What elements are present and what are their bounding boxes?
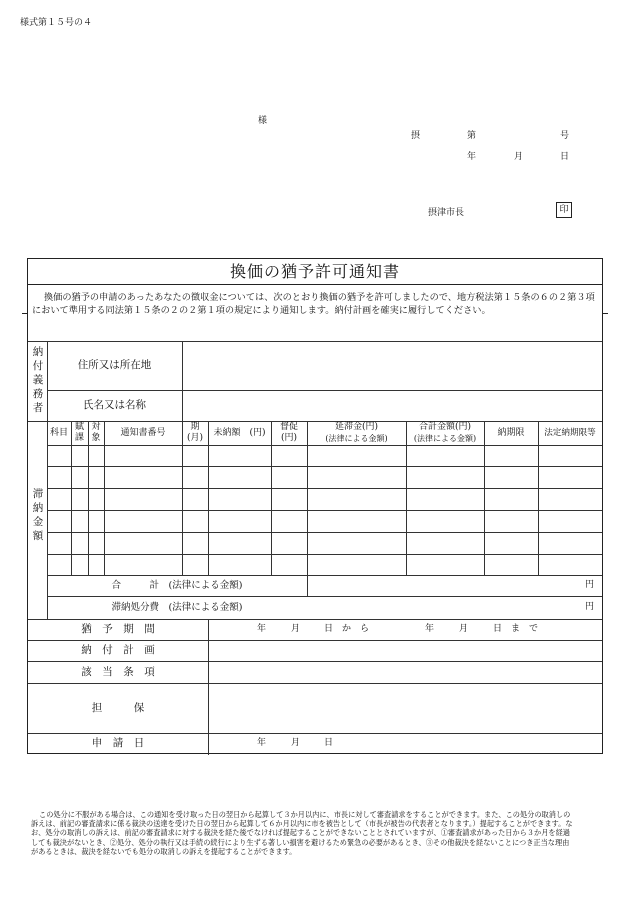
disposal-cost-label: 滞納処分費 (法律による金額)	[111, 602, 243, 613]
col-subject: 科目	[49, 427, 68, 438]
rule-data-4	[47, 532, 602, 533]
payment-plan-label: 納 付 計 画	[81, 644, 155, 656]
total-unit: 円	[584, 580, 594, 590]
doc-no-prefix: 摂	[411, 131, 421, 141]
intro-text: 換価の猶予の申請のあったあなたの徴収金については、次のとおり換価の猶予を許可しましたので、地方税法第１５条の６の２第３項において準用する同法第１５条の２の２第１項の規定により通知します。納付計画を確実に履行してください。	[32, 292, 595, 316]
issuer: 摂津市長	[428, 208, 465, 218]
date-month: 月	[514, 152, 524, 162]
col-legal-due-date: 法定納期限等	[544, 427, 596, 438]
margin-tick-left	[22, 313, 27, 314]
rule-data-2	[47, 488, 602, 489]
notice-form-frame	[27, 258, 603, 754]
col-unpaid: 未納額 (円)	[213, 427, 266, 438]
payment-plan-field[interactable]	[209, 641, 602, 660]
name-label: 氏名又は名称	[83, 399, 146, 411]
address-label: 住所又は所在地	[77, 359, 152, 371]
doc-no-go: 号	[560, 131, 570, 141]
security-field[interactable]	[209, 684, 602, 732]
col-total-amount: 合計金額(円) (法律による金額)	[413, 422, 477, 443]
application-date-field[interactable]	[209, 734, 602, 753]
col-period: 期 (月)	[186, 422, 204, 443]
disposal-cost-unit: 円	[584, 602, 594, 612]
arrears-label: 滞 納 金 額	[32, 488, 44, 542]
security-label: 担 保	[91, 701, 145, 714]
gp-day-from: 日 か ら	[324, 624, 370, 634]
col-late-charge: 延滞金(円) (法律による金額)	[325, 422, 388, 443]
ad-day: 日	[324, 738, 334, 748]
col-demand: 督促 (円)	[279, 422, 298, 443]
application-date-label: 申 請 日	[91, 736, 145, 749]
rule-data-1	[47, 466, 602, 467]
addressee-suffix: 様	[258, 116, 268, 126]
rule-col-header-bottom	[47, 445, 602, 446]
gp-month-to: 月	[459, 624, 469, 634]
gp-year-from: 年	[257, 624, 267, 634]
col-taisho: 対 象	[91, 422, 101, 443]
margin-tick-right	[603, 313, 608, 314]
gp-year-to: 年	[425, 624, 435, 634]
col-fuka: 賦 課	[74, 422, 84, 443]
seal-stamp-box: 印	[556, 202, 572, 218]
rule-data-3	[47, 510, 602, 511]
ad-month: 月	[291, 738, 301, 748]
applicable-clause-field[interactable]	[209, 662, 602, 682]
rule-data-5	[47, 554, 602, 555]
total-field[interactable]	[308, 576, 602, 595]
gp-month-from: 月	[291, 624, 301, 634]
doc-no-dai: 第	[467, 131, 477, 141]
appeal-notice-text: この処分に不服がある場合は、この通知を受け取った日の翌日から起算して３か月以内に、市長に対して審査請求をすることができます。また、この処分の取消しの訴えは、前記の審査請求に係る裁決の送達を受けた日の翌日から起算して６か月以内に市を被告として（市長が被告の代表者となります。）提起することができます。なお、処分の取消しの訴えは、前記の審査請求に対する裁決を経た後でなければ提起することができないこととされていますが、①審査請求があった日から３か月を経過しても裁決がないとき、②処分、処分の執行又は手続の続行により生ずる著しい損害を避けるため緊急の必要があるとき、③その他裁決を経ないことにつき正当な理由があるときは、裁決を経ないでも処分の取消しの訴えを提起することができます。	[31, 810, 573, 856]
form-title: 換価の猶予許可通知書	[28, 259, 602, 285]
vrule-col-demand	[307, 421, 308, 596]
gp-day-to: 日 ま で	[493, 624, 539, 634]
form-number: 様式第１５号の４	[20, 18, 93, 28]
disposal-cost-field[interactable]	[308, 597, 602, 618]
ad-year: 年	[257, 738, 267, 748]
grace-period-field[interactable]	[209, 620, 602, 639]
taxpayer-label: 納 付 義 務 者	[32, 346, 44, 414]
name-field[interactable]	[183, 391, 602, 420]
col-notice-no: 通知書番号	[120, 427, 166, 438]
grace-period-label: 猶 予 期 間	[81, 623, 155, 635]
applicable-clause-label: 該 当 条 項	[81, 665, 155, 678]
address-field[interactable]	[183, 342, 602, 389]
total-label: 合 計 (法律による金額)	[111, 580, 243, 591]
col-due-date: 納期限	[497, 427, 525, 438]
date-year: 年	[467, 152, 477, 162]
date-day: 日	[560, 152, 570, 162]
